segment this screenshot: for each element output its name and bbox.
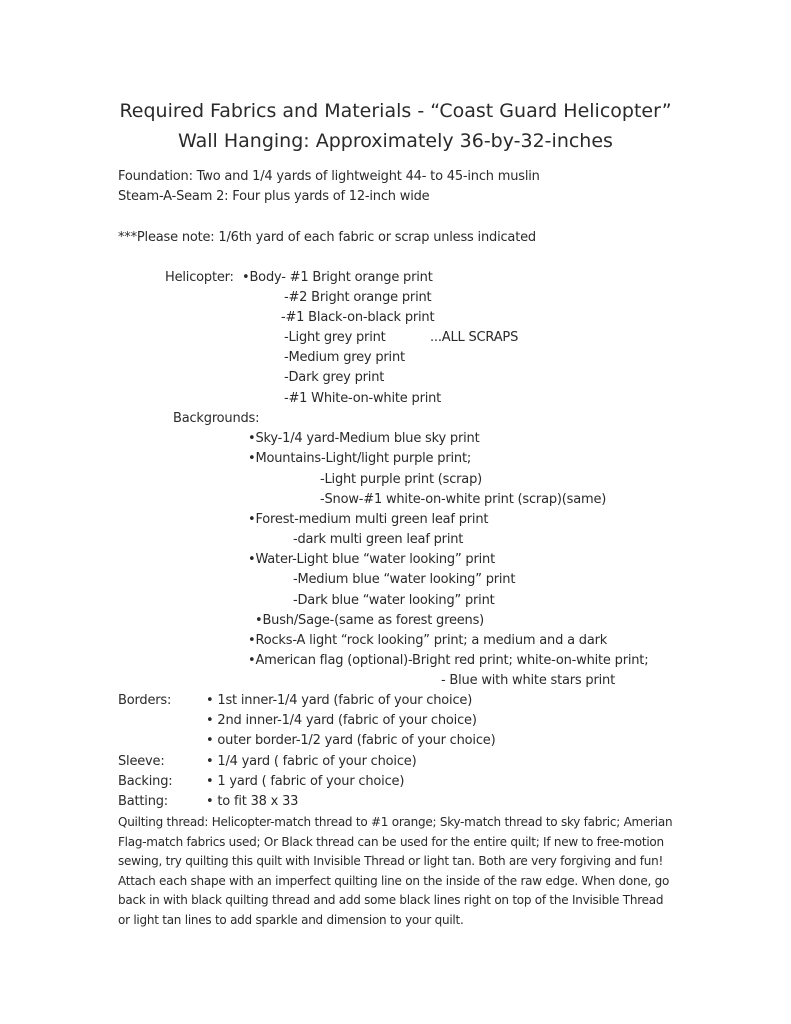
finishing-item: • to fit 38 x 33 [206, 794, 299, 809]
background-item: -Light purple print (scrap) [320, 472, 483, 487]
helicopter-item: -#1 White-on-white print [284, 391, 442, 406]
background-item: •Forest-medium multi green leaf print [248, 512, 489, 527]
background-item: -Medium blue “water looking” print [293, 572, 516, 587]
all-scraps-note: ...ALL SCRAPS [430, 330, 519, 345]
helicopter-item: -Light grey print [284, 330, 386, 345]
steam-a-seam-line: Steam-A-Seam 2: Four plus yards of 12-inch wide [118, 189, 430, 204]
foundation-line: Foundation: Two and 1/4 yards of lightweight 44- to 45-inch muslin [118, 169, 540, 184]
background-item: •Water-Light blue “water looking” print [248, 552, 495, 567]
helicopter-item: -#1 Black-on-black print [281, 310, 435, 325]
finishing-item: • 2nd inner-1/4 yard (fabric of your choice) [206, 713, 477, 728]
quilting-thread-paragraph: Quilting thread: Helicopter-match thread to #1 orange; Sky-match thread to sky fabric; Amerian Flag-match fabrics used; Or Black thread can be used for the entire quilt; If new to free-motion sewing, try quilting this quilt with Invisible Thread or light tan. Both are very forgiving and fun! Attach each shape with an imperfect quilting line on the inside of the raw edge. When done, go back in with black quilting thread and add some black lines right on top of the Invisible Thread or light tan lines to add sparkle and dimension to your quilt. [118, 815, 673, 927]
background-item: •Bush/Sage-(same as forest greens) [255, 613, 485, 628]
background-item: •Sky-1/4 yard-Medium blue sky print [248, 431, 480, 446]
borders-label: Borders: [118, 693, 172, 708]
title-line-1: Required Fabrics and Materials - “Coast Guard Helicopter” [119, 100, 672, 122]
background-item: -Dark blue “water looking” print [293, 593, 495, 608]
background-item: -dark multi green leaf print [293, 532, 464, 547]
finishing-item: • 1st inner-1/4 yard (fabric of your choice) [206, 693, 473, 708]
finishing-item: • 1 yard ( fabric of your choice) [206, 774, 405, 789]
note-line: ***Please note: 1/6th yard of each fabric or scrap unless indicated [118, 230, 536, 245]
helicopter-item: -Medium grey print [284, 350, 405, 365]
finishing-item: • 1/4 yard ( fabric of your choice) [206, 754, 417, 769]
background-item: •Rocks-A light “rock looking” print; a medium and a dark [248, 633, 608, 648]
background-item: •American flag (optional)-Bright red print; white-on-white print; [248, 653, 649, 668]
helicopter-item: -Dark grey print [284, 370, 385, 385]
backgrounds-label: Backgrounds: [173, 411, 260, 426]
background-item: •Mountains-Light/light purple print; [248, 451, 472, 466]
sleeve-label: Sleeve: [118, 754, 165, 769]
helicopter-item: •Body- #1 Bright orange print [242, 270, 433, 285]
backing-label: Backing: [118, 774, 173, 789]
background-item: - Blue with white stars print [441, 673, 615, 688]
finishing-item: • outer border-1/2 yard (fabric of your choice) [206, 733, 496, 748]
helicopter-item: -#2 Bright orange print [284, 290, 432, 305]
background-item: -Snow-#1 white-on-white print (scrap)(same) [320, 492, 607, 507]
batting-label: Batting: [118, 794, 168, 809]
title-line-2: Wall Hanging: Approximately 36-by-32-inches [178, 130, 613, 152]
helicopter-label: Helicopter: [165, 270, 234, 285]
